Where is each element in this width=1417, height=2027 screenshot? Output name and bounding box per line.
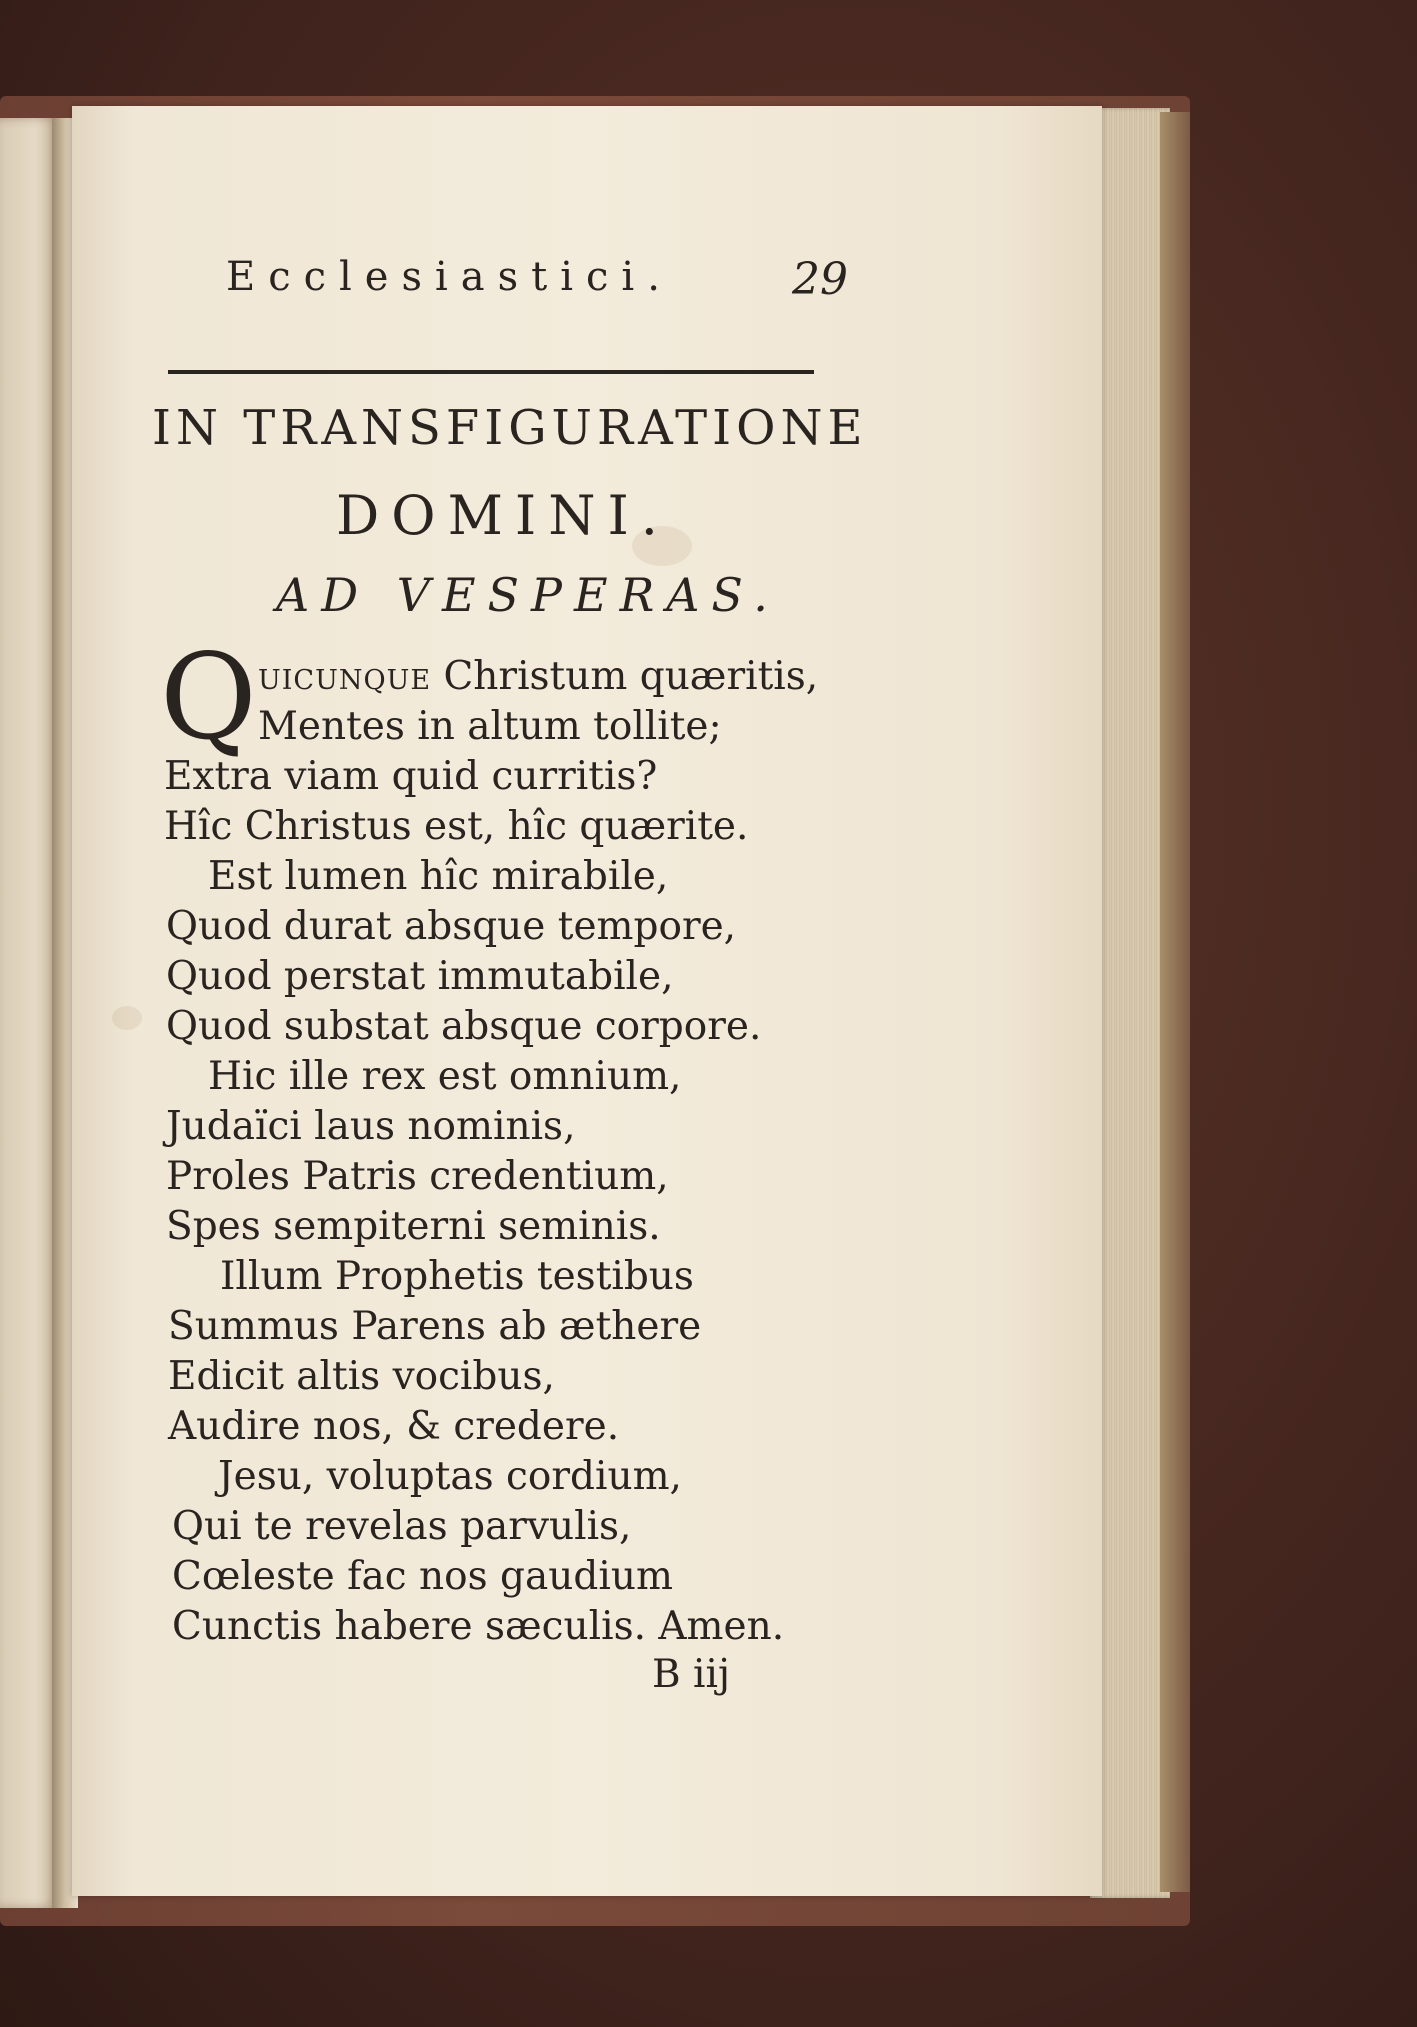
hymn-line: Est lumen hîc mirabile, xyxy=(208,854,669,899)
hymn-line: Quod substat absque corpore. xyxy=(166,1004,762,1049)
hymn-line: Hîc Christus est, hîc quærite. xyxy=(164,804,749,849)
hymn-line: Cunctis habere sæculis. Amen. xyxy=(172,1604,785,1649)
hymn-line: Audire nos, & credere. xyxy=(168,1404,620,1449)
hymn-line: Qui te revelas parvulis, xyxy=(172,1504,632,1549)
hymn-line: Jesu, voluptas cordium, xyxy=(218,1454,682,1499)
running-head xyxy=(226,254,846,300)
hymn-line: Proles Patris credentium, xyxy=(166,1154,669,1199)
running-head-title: Ecclesiastici. xyxy=(226,254,673,300)
drop-cap: Q xyxy=(160,628,257,766)
hymn-line: Judaïci laus nominis, xyxy=(166,1104,576,1149)
page-edges xyxy=(1090,108,1170,1898)
hymn-line-text: Christum quæritis, xyxy=(443,654,819,699)
foxing-spot xyxy=(112,1006,142,1030)
hymn-line: Cœleste fac nos gaudium xyxy=(172,1554,673,1599)
hymn-line: Spes sempiterni seminis. xyxy=(166,1204,661,1249)
hymn-line: Summus Parens ab æthere xyxy=(168,1304,702,1349)
signature-mark: B iij xyxy=(652,1652,731,1697)
hymn-line: Mentes in altum tollite; xyxy=(258,704,722,749)
hymn-line: Illum Prophetis testibus xyxy=(220,1254,694,1299)
hymn-line: Hic ille rex est omnium, xyxy=(208,1054,682,1099)
hymn-line xyxy=(258,652,818,702)
section-subtitle: AD VESPERAS. xyxy=(276,568,780,622)
verso-page-edge xyxy=(0,118,58,1908)
heading-line-1: IN TRANSFIGURATIONE xyxy=(152,400,868,456)
hymn-first-word: uicunque xyxy=(258,654,432,699)
page-number: 29 xyxy=(792,254,848,305)
hymn-line: Quod durat absque tempore, xyxy=(166,904,737,949)
header-rule xyxy=(168,370,814,374)
hymn-line: Quod perstat immutabile, xyxy=(166,954,674,999)
heading-line-2: DOMINI. xyxy=(336,484,670,547)
hymn-line: Extra viam quid curritis? xyxy=(164,754,658,799)
binding-edge xyxy=(1160,112,1190,1892)
hymn-line: Edicit altis vocibus, xyxy=(168,1354,555,1399)
